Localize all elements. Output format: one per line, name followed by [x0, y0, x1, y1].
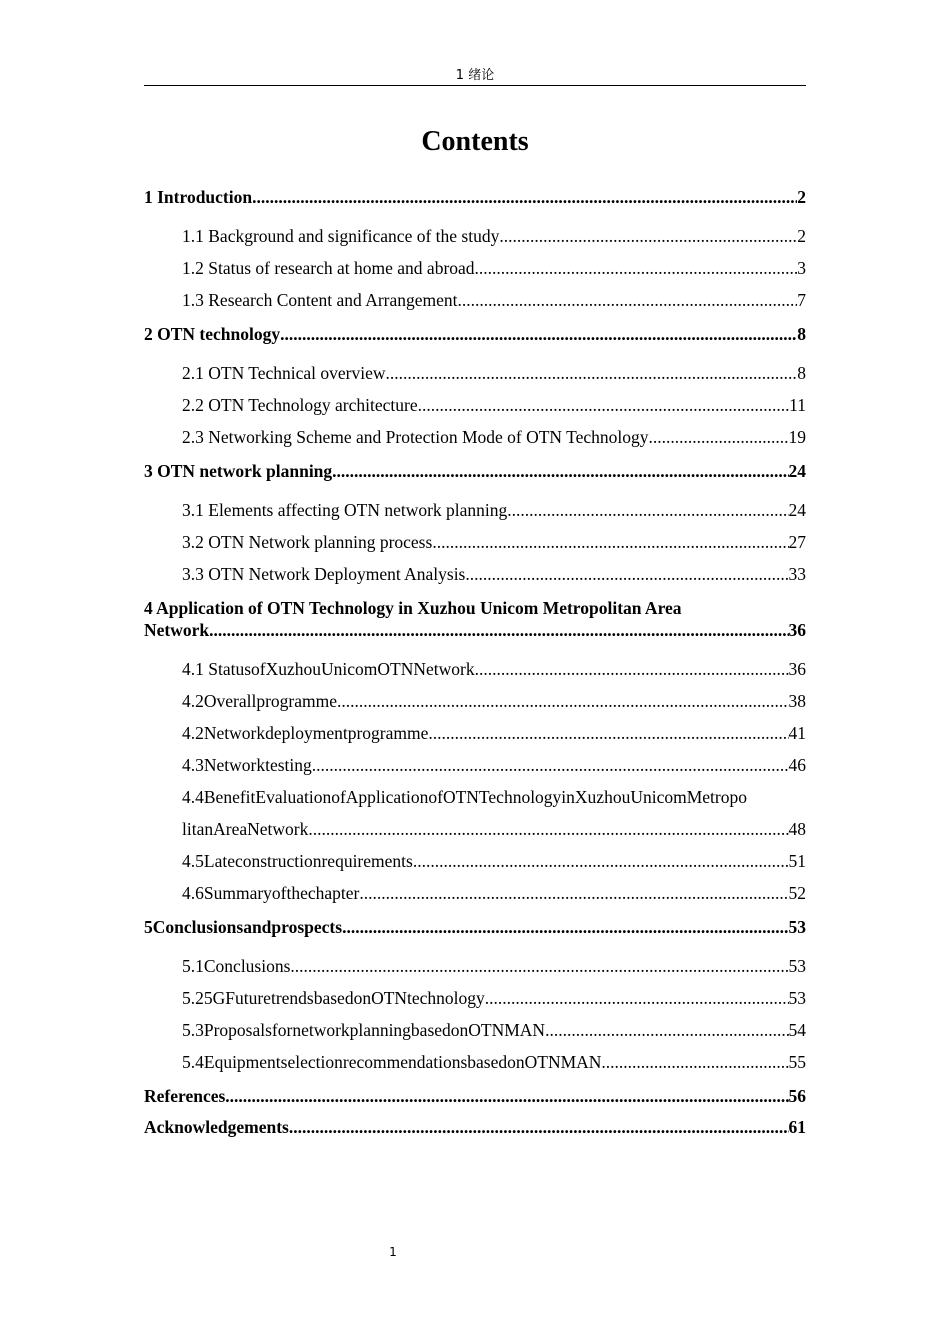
toc-entry-title: 3 OTN network planning	[144, 461, 333, 481]
toc-entry-title: 1.2 Status of research at home and abroad	[182, 258, 475, 278]
toc-page-number: 55	[788, 1052, 806, 1072]
toc-entry-ch1[interactable]	[144, 186, 806, 208]
toc-leader	[601, 1051, 788, 1073]
toc-entry-title: 5.1Conclusions	[182, 956, 291, 976]
toc-page-number: 3	[797, 258, 806, 278]
toc-entry-1-1[interactable]	[182, 225, 806, 247]
toc-entry-title: 4.2Networkdeploymentprogramme	[182, 723, 429, 743]
toc-entry-acknowledgements[interactable]	[144, 1116, 806, 1138]
toc-page-number: 8	[797, 363, 806, 383]
toc-entry-title: 2.2 OTN Technology architecture	[182, 395, 418, 415]
toc-leader	[413, 850, 789, 872]
toc-entry-title: 1.1 Background and significance of the study	[182, 226, 500, 246]
toc-entry-title: 1 Introduction	[144, 187, 253, 207]
toc-entry-5-2[interactable]	[182, 987, 806, 1009]
toc-leader	[465, 563, 788, 585]
toc-page-number: 56	[788, 1086, 806, 1106]
toc-entry-title: 5Conclusionsandprospects	[144, 917, 343, 937]
toc-entry-3-3[interactable]	[182, 563, 806, 585]
toc-page-number: 19	[788, 427, 806, 447]
toc-entry-title: 4 Application of OTN Technology in Xuzhou Unicom Metropolitan Area	[144, 598, 682, 618]
toc-entry-title-cont: litanAreaNetwork	[182, 819, 309, 839]
toc-page-number: 61	[788, 1117, 806, 1137]
toc-entry-1-2[interactable]	[182, 257, 806, 279]
toc-entry-title: 4.1 StatusofXuzhouUnicomOTNNetwork	[182, 659, 475, 679]
toc-page-number: 41	[788, 723, 806, 743]
toc-page-number: 8	[797, 324, 806, 344]
toc-entry-5-3[interactable]	[182, 1019, 806, 1041]
toc-page-number: 7	[797, 290, 806, 310]
toc-leader	[289, 1116, 789, 1138]
page-title: Contents	[421, 126, 529, 157]
toc-entry-3-1[interactable]	[182, 499, 806, 521]
toc-page-number: 27	[788, 532, 806, 552]
toc-page-number: 2	[797, 226, 806, 246]
toc-entry-title: 4.3Networktesting	[182, 755, 312, 775]
toc-leader	[209, 619, 788, 641]
toc-leader	[499, 225, 797, 247]
toc-entry-title: 2.3 Networking Scheme and Protection Mode of OTN Technology	[182, 427, 649, 447]
toc-entry-ch3[interactable]	[144, 460, 806, 482]
toc-leader	[428, 722, 788, 744]
toc-leader	[332, 460, 788, 482]
toc-leader	[475, 257, 798, 279]
toc-entry-title: 4.6Summaryofthechapter	[182, 883, 360, 903]
toc-page-number: 36	[788, 659, 806, 679]
toc-leader	[359, 882, 788, 904]
toc-leader	[648, 426, 788, 448]
toc-entry-4-3[interactable]	[182, 754, 806, 776]
toc-entry-title: 3.1 Elements affecting OTN network planning	[182, 500, 508, 520]
toc-page-number: 48	[788, 819, 806, 839]
toc-leader	[312, 754, 789, 776]
toc-leader	[280, 323, 797, 345]
header-rule	[144, 85, 806, 86]
page-number: 1	[389, 1245, 397, 1259]
toc-leader	[252, 186, 797, 208]
toc-page-number: 24	[788, 461, 806, 481]
toc-entry-ch5[interactable]	[144, 916, 806, 938]
toc-entry-title: 4.2Overallprogramme	[182, 691, 338, 711]
toc-page-number: 33	[788, 564, 806, 584]
toc-entry-title: 3.3 OTN Network Deployment Analysis	[182, 564, 466, 584]
toc-entry-4-2a[interactable]	[182, 690, 806, 712]
toc-entry-5-1[interactable]	[182, 955, 806, 977]
toc-entry-ch2[interactable]	[144, 323, 806, 345]
toc-page-number: 24	[788, 500, 806, 520]
toc-entry-title: 3.2 OTN Network planning process	[182, 532, 433, 552]
toc-entry-references[interactable]	[144, 1085, 806, 1107]
toc-entry-1-3[interactable]	[182, 289, 806, 311]
toc-leader	[225, 1085, 788, 1107]
toc-page-number: 53	[788, 988, 806, 1008]
toc-entry-title: 1.3 Research Content and Arrangement	[182, 290, 458, 310]
toc-page-number: 36	[788, 620, 806, 640]
toc-entry-title: References	[144, 1086, 226, 1106]
toc-page-number: 54	[788, 1020, 806, 1040]
toc-entry-4-1[interactable]	[182, 658, 806, 680]
toc-page-number: 51	[788, 851, 806, 871]
toc-entry-2-2[interactable]	[182, 394, 806, 416]
toc-leader	[337, 690, 788, 712]
toc-page-number: 53	[788, 917, 806, 937]
toc-entry-ch4[interactable]	[144, 597, 806, 641]
toc-leader	[485, 987, 789, 1009]
toc-leader	[308, 818, 788, 840]
toc-entry-title: 4.5Lateconstructionrequirements	[182, 851, 413, 871]
toc-leader	[545, 1019, 788, 1041]
toc-leader	[432, 531, 788, 553]
toc-entry-title: 2 OTN technology	[144, 324, 281, 344]
toc-entry-3-2[interactable]	[182, 531, 806, 553]
toc-page-number: 38	[788, 691, 806, 711]
toc-page-number: 2	[797, 187, 806, 207]
toc-page-number: 52	[788, 883, 806, 903]
toc-page-number: 11	[789, 395, 806, 415]
toc-entry-2-1[interactable]	[182, 362, 806, 384]
toc-page-number: 46	[788, 755, 806, 775]
toc-leader	[507, 499, 788, 521]
toc-entry-4-4[interactable]	[182, 786, 806, 840]
running-header: 1 绪论	[455, 68, 495, 83]
toc-entry-title: Acknowledgements	[144, 1117, 289, 1137]
toc-entry-4-2b[interactable]	[182, 722, 806, 744]
toc-entry-title: 5.25GFuturetrendsbasedonOTNtechnology	[182, 988, 485, 1008]
toc-page-number: 53	[788, 956, 806, 976]
toc-entry-title: 5.3ProposalsfornetworkplanningbasedonOTNMAN	[182, 1020, 546, 1040]
toc-entry-4-5[interactable]	[182, 850, 806, 872]
toc-leader	[418, 394, 790, 416]
toc-entry-title: 5.4EquipmentselectionrecommendationsbasedonOTNMAN	[182, 1052, 602, 1072]
toc-entry-4-6[interactable]	[182, 882, 806, 904]
toc-leader	[386, 362, 798, 384]
toc-leader	[458, 289, 798, 311]
toc-entry-title: 4.4BenefitEvaluationofApplicationofOTNTechnologyinXuzhouUnicomMetropo	[182, 787, 747, 807]
toc-leader	[290, 955, 788, 977]
toc-leader	[475, 658, 789, 680]
toc-entry-title: 2.1 OTN Technical overview	[182, 363, 386, 383]
toc-leader	[342, 916, 788, 938]
toc-entry-2-3[interactable]	[182, 426, 806, 448]
toc-entry-5-4[interactable]	[182, 1051, 806, 1073]
toc-entry-title-cont: Network	[144, 620, 210, 640]
